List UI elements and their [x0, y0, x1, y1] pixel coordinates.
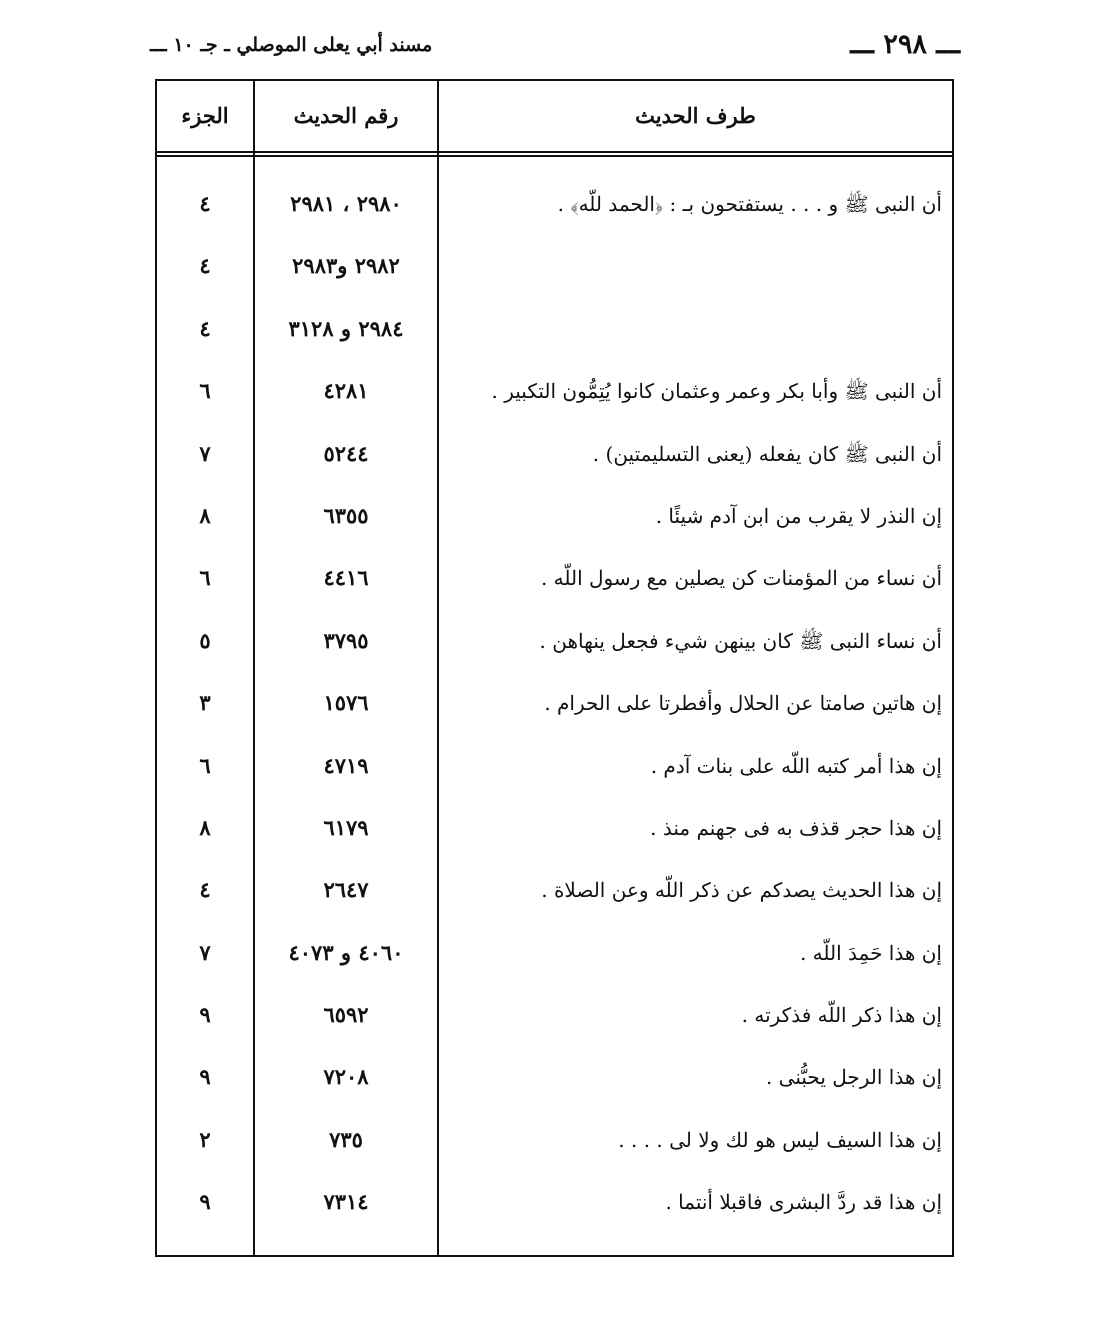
column-header-hadith-number: رقم الحديث	[293, 103, 399, 128]
hadith-number-cell: ٦٥۹۲	[323, 1002, 369, 1028]
hadith-text-cell: إن هاتين صامتا عن الحلال وأفطرتا على الحرام .	[544, 691, 942, 716]
juz-cell: ٦	[199, 378, 211, 404]
juz-cell: ٤	[199, 253, 211, 279]
juz-cell: ۷	[199, 939, 211, 965]
juz-cell: ۸	[199, 502, 211, 528]
table-row	[157, 984, 952, 1046]
table-row	[157, 423, 952, 485]
table-row	[157, 1109, 952, 1171]
table-row	[157, 922, 952, 984]
juz-cell: ٤	[199, 191, 211, 216]
header-rule	[157, 151, 952, 153]
hadith-text-cell: إن هذا حجر قذف به فى جهنم منذ .	[650, 815, 942, 840]
juz-cell: ۳	[199, 690, 211, 716]
hadith-text-cell: إن النذر لا يقرب من ابن آدم شيئًا .	[655, 503, 942, 528]
table-row	[157, 1046, 952, 1108]
hadith-number-cell: ٥۲٤٤	[323, 440, 369, 466]
hadith-number-cell: ۲۹۸٤ و ۳۱۲۸	[288, 315, 404, 341]
hadith-number-cell: ۳۷۹٥	[323, 627, 369, 653]
hadith-number-cell: ۲۹۸۰ ، ۲۹۸۱	[290, 191, 402, 216]
hadith-text-cell: أن النبى ﷺ كان يفعله (يعنى التسليمتين) .	[592, 441, 942, 466]
juz-cell: ٥	[199, 627, 211, 653]
table-row	[157, 672, 952, 734]
hadith-number-cell: ۷۳۱٤	[323, 1189, 369, 1215]
table-body	[157, 173, 952, 1234]
hadith-text-cell: إن هذا حَمِدَ اللّه .	[799, 940, 942, 965]
hadith-number-cell: ٦۱۷۹	[323, 814, 369, 840]
juz-cell: ۲	[199, 1126, 211, 1152]
hadith-text-cell: إن هذا قد ردَّ البشرى فاقبلا أنتما .	[665, 1190, 942, 1215]
juz-cell: ۹	[199, 1002, 211, 1028]
juz-cell: ۸	[199, 814, 211, 840]
hadith-text-cell: إن هذا أمر كتبه اللّه على بنات آدم .	[650, 753, 942, 778]
juz-cell: ٤	[199, 315, 211, 341]
hadith-text-cell: أن نساء من المؤمنات كن يصلين مع رسول اللّه .	[540, 566, 942, 591]
book-title: مسند أبي يعلى الموصلي ـ جـ ۱۰ ـــ	[150, 34, 433, 56]
hadith-number-cell: ۷۲۰۸	[323, 1064, 369, 1090]
table-row	[157, 547, 952, 609]
hadith-text-cell	[447, 235, 942, 297]
hadith-text-cell: إن هذا الحديث يصدكم عن ذكر اللّه وعن الصلاة .	[541, 878, 942, 903]
table-row	[157, 859, 952, 921]
table-row	[157, 735, 952, 797]
table-row	[157, 610, 952, 672]
column-header-juz: الجزء	[181, 103, 229, 128]
hadith-number-cell: ۷۳٥	[329, 1126, 363, 1152]
hadith-text-cell	[447, 298, 942, 360]
table-row	[157, 173, 952, 235]
table-row	[157, 485, 952, 547]
hadith-text-cell: أن النبى ﷺ و . . . يستفتحون بـ : ﴿الحمد للّه﴾ .	[557, 192, 942, 216]
hadith-number-cell: ۲٦٤۷	[323, 877, 369, 903]
hadith-text-cell: أن النبى ﷺ وأبا بكر وعمر وعثمان كانوا يُتِمُّون التكبير .	[491, 379, 942, 404]
juz-cell: ۹	[199, 1189, 211, 1215]
table-row	[157, 298, 952, 360]
hadith-number-cell: ٤۷۱۹	[323, 752, 369, 778]
hadith-number-cell: ٤۰٦۰ و ٤۰۷۳	[288, 939, 404, 965]
running-header	[150, 28, 960, 62]
hadith-number-cell: ٦۳٥٥	[323, 502, 369, 528]
table-row	[157, 797, 952, 859]
hadith-text-cell: إن هذا الرجل يحبُّنى .	[765, 1065, 942, 1090]
juz-cell: ٤	[199, 877, 211, 903]
hadith-text-cell: إن هذا السيف ليس هو لك ولا لى . . . .	[618, 1127, 942, 1152]
juz-cell: ٦	[199, 752, 211, 778]
hadith-number-cell: ٤۲۸۱	[323, 378, 369, 404]
table-row	[157, 1171, 952, 1233]
table-row	[157, 235, 952, 297]
hadith-text-cell: أن نساء النبى ﷺ كان بينهن شيء فجعل ينهاهن .	[539, 628, 942, 653]
header-rule	[157, 155, 952, 157]
page-number: ـــ ۲۹۸ ـــ	[850, 29, 960, 60]
hadith-number-cell: ۲۹۸۲ و۲۹۸۳	[292, 253, 400, 279]
juz-cell: ۹	[199, 1064, 211, 1090]
table-row	[157, 360, 952, 422]
column-header-hadith-text: طرف الحديث	[635, 103, 756, 128]
hadith-number-cell: ۱٥۷٦	[323, 690, 369, 716]
hadith-text-cell: إن هذا ذكر اللّه فذكرته .	[741, 1003, 942, 1028]
hadith-index-table	[155, 79, 954, 1257]
hadith-number-cell: ٤٤۱٦	[323, 565, 369, 591]
juz-cell: ٦	[199, 565, 211, 591]
juz-cell: ۷	[199, 440, 211, 466]
